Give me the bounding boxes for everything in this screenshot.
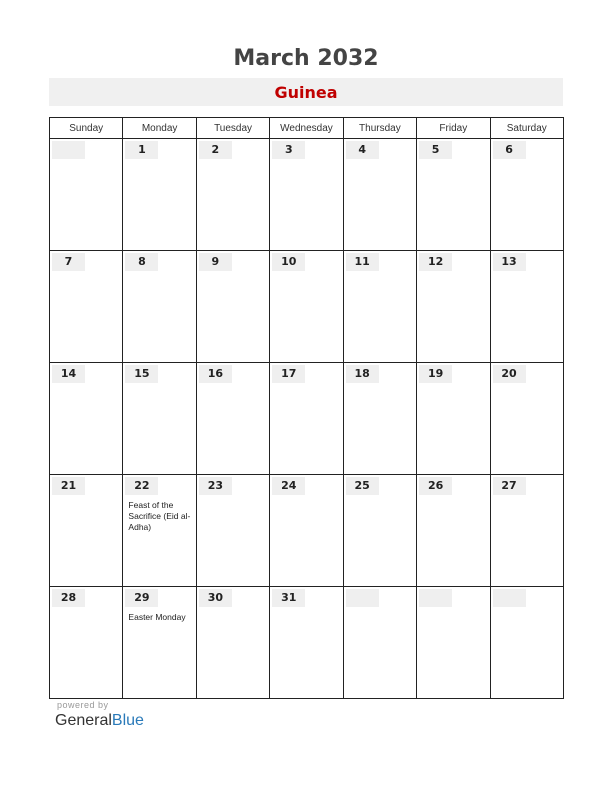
day-cell (343, 139, 416, 251)
day-number: 25 (346, 477, 379, 495)
holiday-label: Feast of the Sacrifice (Eid al-Adha) (128, 500, 191, 532)
weekday-header-row (50, 118, 564, 139)
day-number: 8 (125, 253, 158, 271)
day-number: 20 (493, 365, 526, 383)
day-number: 12 (419, 253, 452, 271)
powered-by-text: powered by (57, 700, 109, 710)
day-cell (343, 475, 416, 587)
day-cell (417, 251, 490, 363)
weekday-header: Saturday (490, 118, 563, 139)
weekday-header: Tuesday (196, 118, 269, 139)
day-number: 9 (199, 253, 232, 271)
holiday-label: Easter Monday (128, 612, 186, 622)
day-cell (123, 139, 196, 251)
day-number: 31 (272, 589, 305, 607)
day-cell (270, 251, 343, 363)
day-cell (123, 475, 196, 587)
day-cell (490, 251, 563, 363)
day-cell (50, 251, 123, 363)
day-number: 7 (52, 253, 85, 271)
brand-name-general: General (55, 712, 112, 729)
day-cell (343, 587, 416, 699)
day-number: 13 (493, 253, 526, 271)
weekday-header: Friday (417, 118, 490, 139)
brand-name-blue: Blue (111, 712, 144, 729)
day-number: 10 (272, 253, 305, 271)
day-cell (123, 587, 196, 699)
day-number: 28 (52, 589, 85, 607)
day-number: 23 (199, 477, 232, 495)
day-cell (123, 251, 196, 363)
day-cell (50, 139, 123, 251)
weekday-header: Thursday (343, 118, 416, 139)
week-row (50, 587, 564, 699)
day-cell (270, 475, 343, 587)
day-number: 17 (272, 365, 305, 383)
day-cell (270, 363, 343, 475)
day-cell (490, 139, 563, 251)
day-cell (123, 363, 196, 475)
day-cell (196, 139, 269, 251)
day-cell (490, 587, 563, 699)
day-number: 21 (52, 477, 85, 495)
day-number: 15 (125, 365, 158, 383)
day-number: 2 (199, 141, 232, 159)
week-row (50, 475, 564, 587)
weekday-header: Monday (123, 118, 196, 139)
day-cell (196, 587, 269, 699)
day-cell (417, 475, 490, 587)
calendar-grid (49, 117, 564, 699)
day-cell (196, 475, 269, 587)
day-cell (196, 363, 269, 475)
day-number: 5 (419, 141, 452, 159)
day-cell (50, 475, 123, 587)
week-row (50, 139, 564, 251)
day-cell (270, 139, 343, 251)
day-number: 19 (419, 365, 452, 383)
day-number: 27 (493, 477, 526, 495)
day-number: 3 (272, 141, 305, 159)
day-number: 26 (419, 477, 452, 495)
week-row (50, 251, 564, 363)
day-number: 11 (346, 253, 379, 271)
day-number: 1 (125, 141, 158, 159)
day-number (346, 589, 379, 607)
day-cell (50, 587, 123, 699)
day-cell (343, 363, 416, 475)
day-number: 30 (199, 589, 232, 607)
day-cell (196, 251, 269, 363)
country-name: Guinea (274, 83, 338, 102)
day-cell (417, 139, 490, 251)
week-row (50, 363, 564, 475)
day-cell (490, 363, 563, 475)
weekday-header: Sunday (50, 118, 123, 139)
weekday-header: Wednesday (270, 118, 343, 139)
day-cell (343, 251, 416, 363)
day-number: 4 (346, 141, 379, 159)
day-number: 22 (125, 477, 158, 495)
day-number (493, 589, 526, 607)
day-number: 18 (346, 365, 379, 383)
day-number: 29 (125, 589, 158, 607)
day-number: 16 (199, 365, 232, 383)
day-number (419, 589, 452, 607)
day-cell (50, 363, 123, 475)
country-banner (49, 78, 563, 106)
day-cell (417, 587, 490, 699)
day-cell (270, 587, 343, 699)
day-cell (490, 475, 563, 587)
day-number: 14 (52, 365, 85, 383)
day-cell (417, 363, 490, 475)
day-number: 6 (493, 141, 526, 159)
brand-logo[interactable] (55, 712, 144, 730)
day-number: 24 (272, 477, 305, 495)
day-number (52, 141, 85, 159)
page-title: March 2032 (233, 46, 379, 71)
